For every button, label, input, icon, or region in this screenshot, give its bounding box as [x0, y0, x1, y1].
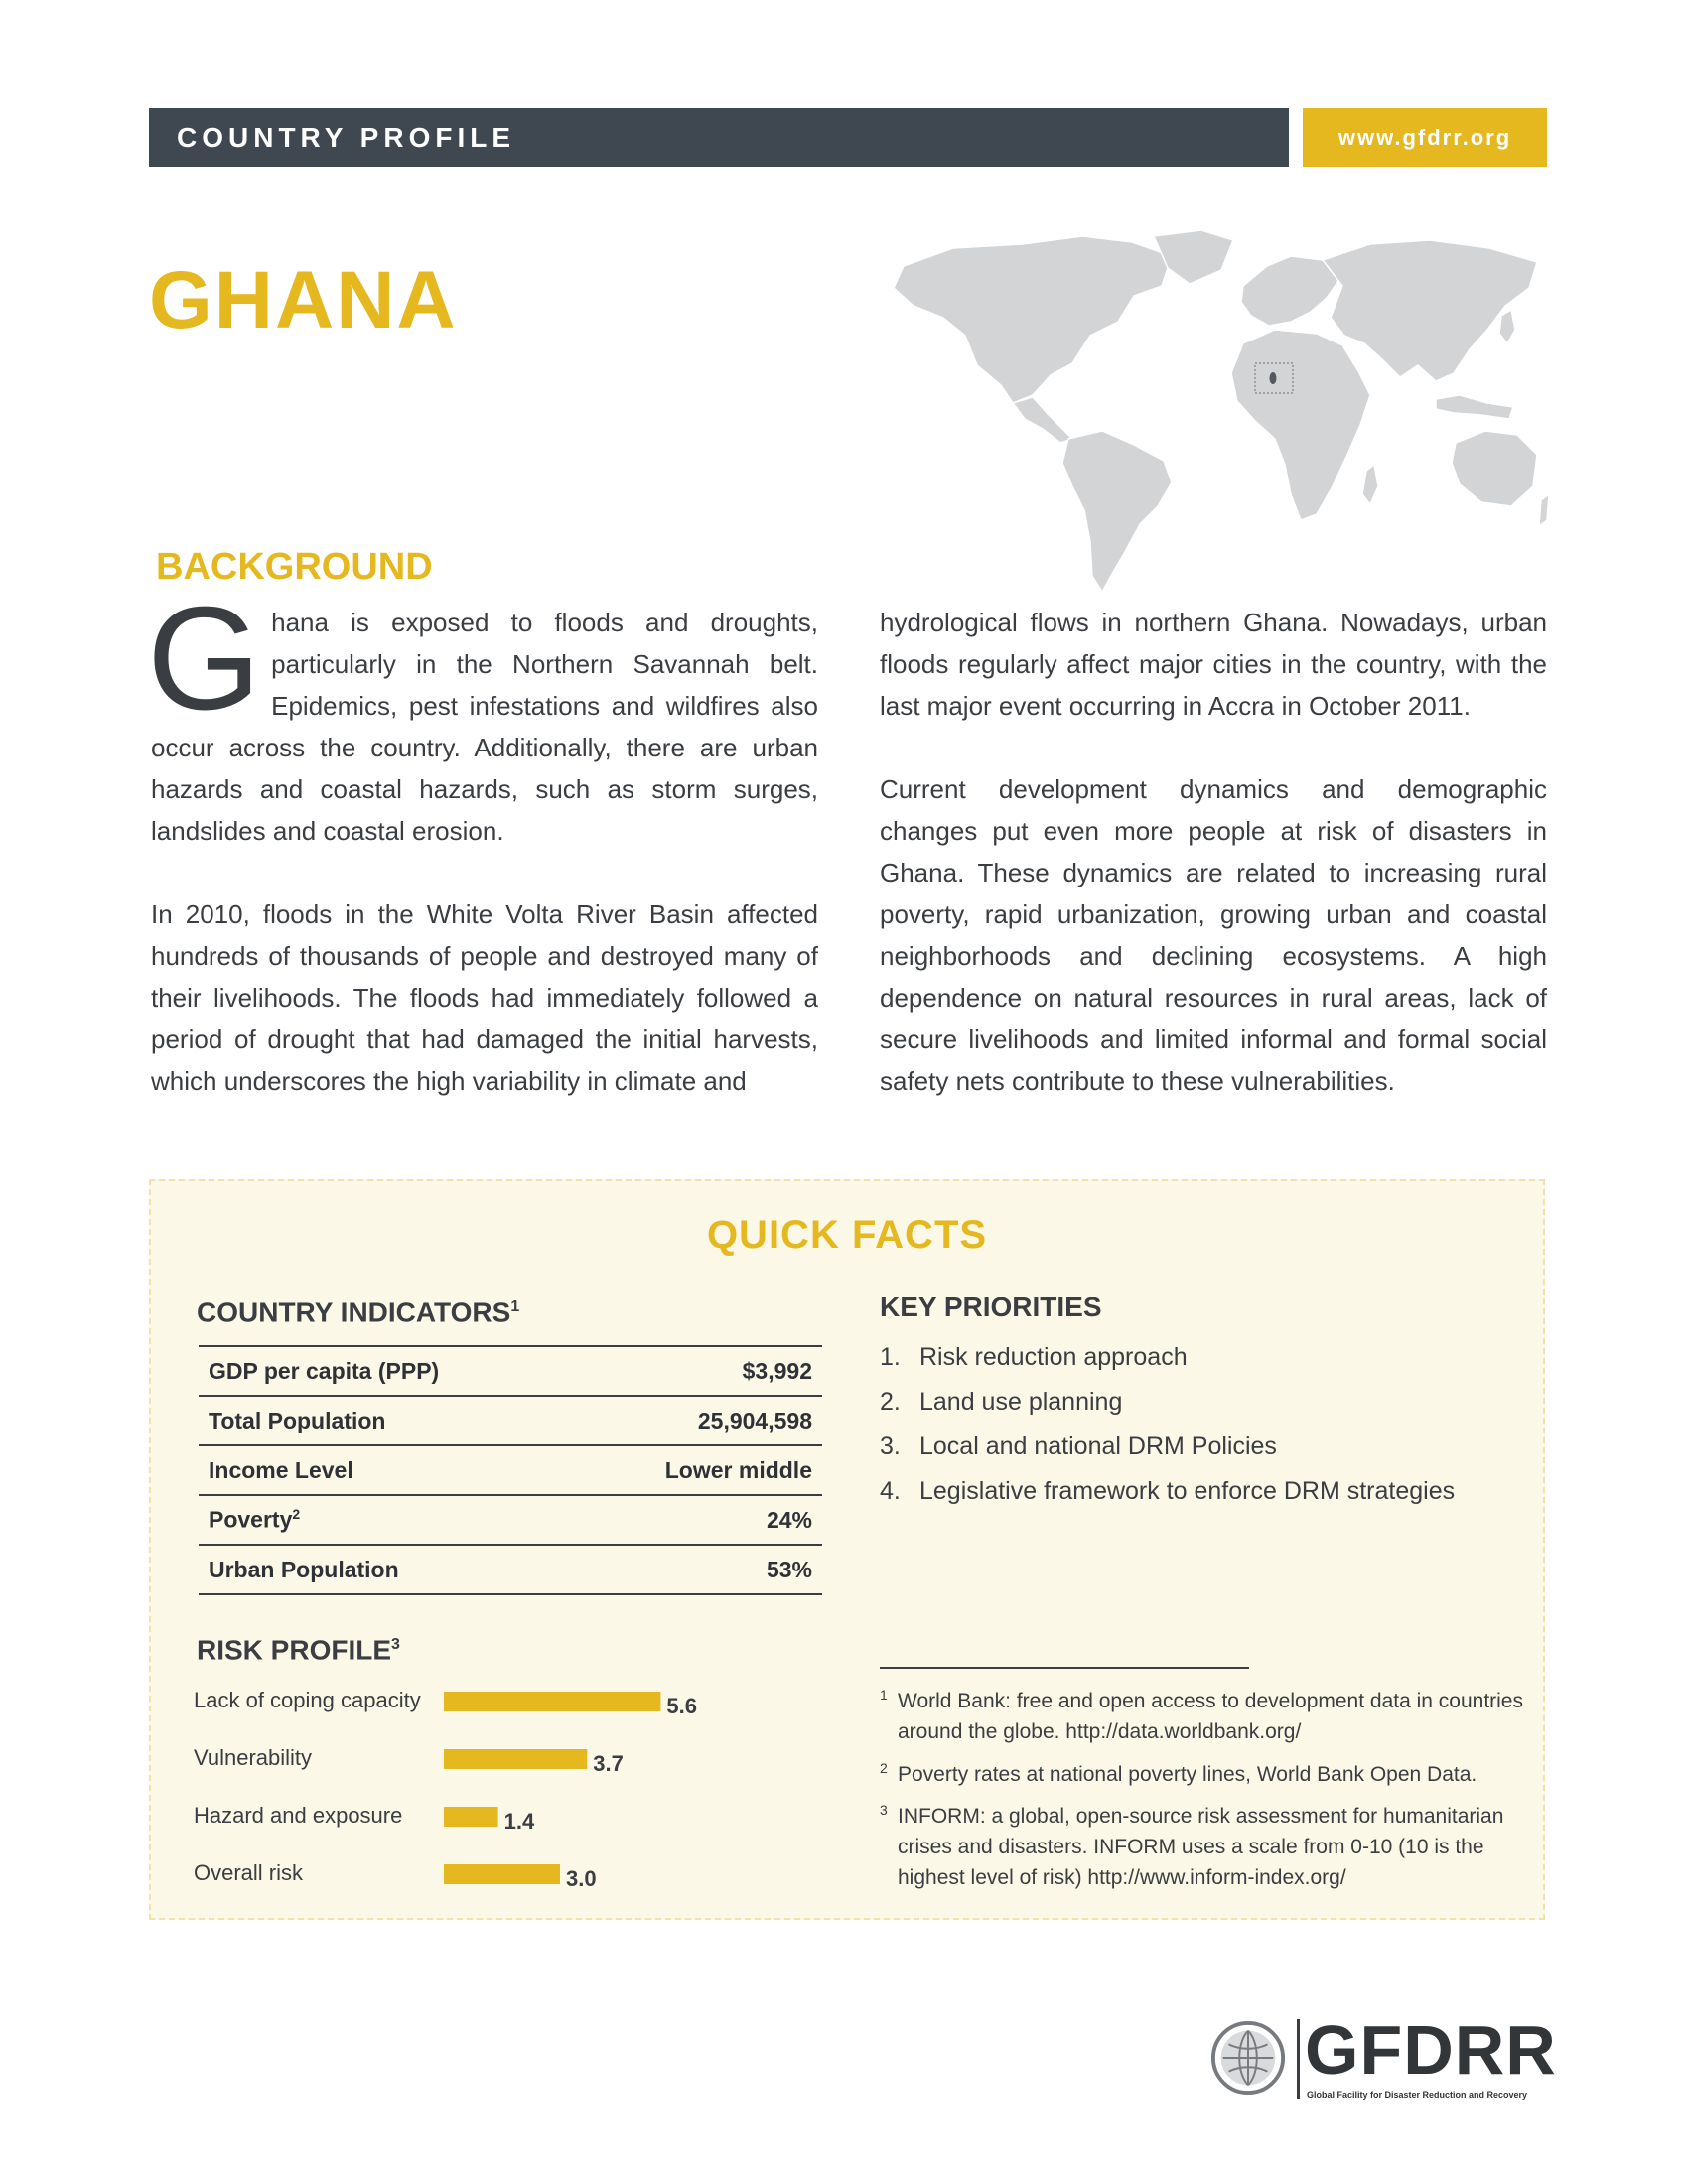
globe-icon [1209, 2019, 1287, 2097]
indicator-value: 25,904,598 [573, 1396, 822, 1445]
indicator-value: 53% [573, 1545, 822, 1594]
risk-bar [444, 1807, 498, 1827]
risk-category-label: Lack of coping capacity [194, 1688, 421, 1712]
map-north-america [894, 236, 1172, 403]
risk-value-label: 5.6 [666, 1694, 697, 1718]
risk-category-label: Overall risk [194, 1860, 304, 1885]
footnote-rule [880, 1667, 1249, 1669]
background-paragraph-1-text: hana is exposed to floods and droughts, particularly in the Northern Savannah belt. Epidemics, pest infestations and wildfires also occur across the country. Additionally, there are urban hazards and coastal hazards, such as storm surges, landslides and coastal erosion. [151, 608, 818, 846]
indicator-label: Income Level [199, 1445, 573, 1495]
ghana-highlight [1270, 372, 1277, 384]
key-priorities-heading: KEY PRIORITIES [880, 1292, 1102, 1322]
map-africa [1231, 330, 1370, 520]
table-row [199, 1545, 822, 1594]
country-indicators-heading [197, 1291, 519, 1329]
list-item: 1. Risk reduction approach [880, 1343, 1188, 1371]
indicator-label: Urban Population [199, 1545, 573, 1594]
table-row [199, 1495, 822, 1545]
gfdrr-logo-tagline: Global Facility for Disaster Reduction and Recovery [1307, 2090, 1528, 2100]
risk-value-label: 3.0 [566, 1866, 597, 1891]
table-row [199, 1396, 822, 1445]
background-paragraph-3: hydrological flows in northern Ghana. Nowadays, urban floods regularly affect major cities in the country, with the last major event occurring in Accra in October 2011. [880, 608, 1547, 721]
map-asia [1323, 240, 1537, 381]
dropcap-letter: G [147, 577, 262, 741]
header-label: COUNTRY PROFILE [177, 122, 516, 153]
risk-category-label: Vulnerability [194, 1745, 313, 1770]
background-right-column [880, 602, 1547, 1102]
table-row [199, 1445, 822, 1495]
indicator-value: $3,992 [573, 1346, 822, 1396]
background-heading: BACKGROUND [156, 546, 433, 588]
background-left-column [147, 577, 818, 1102]
indicator-label: GDP per capita (PPP) [199, 1346, 573, 1396]
footnote-1 [880, 1686, 1535, 1747]
risk-bar [444, 1692, 660, 1711]
footnote-text: World Bank: free and open access to development data in countries around the globe. http://data.worldbank.org/ [898, 1690, 1523, 1743]
map-new-zealand [1539, 494, 1549, 526]
list-item: 4. Legislative framework to enforce DRM strategies [880, 1477, 1456, 1505]
country-indicators-table [199, 1345, 822, 1595]
footnote-3 [880, 1801, 1535, 1893]
footnote-text: INFORM: a global, open-source risk assessment for humanitarian crises and disasters. INFORM uses a scale from 0-10 (10 is the highest level of risk) http://www.inform-index.org/ [898, 1805, 1504, 1889]
risk-profile-heading-text: RISK PROFILE [197, 1634, 392, 1666]
header-url-link[interactable]: www.gfdrr.org [1337, 125, 1512, 150]
risk-bar [444, 1749, 587, 1769]
map-australia [1452, 431, 1537, 506]
map-south-america [1062, 431, 1172, 592]
gfdrr-logo-text: GFDRR [1305, 2011, 1557, 2089]
indicator-value: 24% [573, 1495, 822, 1545]
indicator-label: Total Population [199, 1396, 573, 1445]
map-japan [1499, 310, 1515, 343]
indicator-footnote-mark: 2 [292, 1506, 301, 1523]
list-item: 2. Land use planning [880, 1388, 1123, 1416]
country-title: GHANA [149, 255, 458, 345]
map-indonesia [1436, 395, 1513, 419]
risk-profile-chart [194, 1678, 750, 1896]
indicator-value: Lower middle [573, 1445, 822, 1495]
risk-value-label: 1.4 [503, 1809, 535, 1834]
footnote-2 [880, 1759, 1535, 1790]
table-row [199, 1346, 822, 1396]
background-paragraph-2: In 2010, floods in the White Volta River Basin affected hundreds of thousands of people and destroyed many of their livelihoods. The floods had immediately followed a period of drought that had damaged the initial harvests, which underscores the high variability in climate and [151, 899, 818, 1096]
key-priorities-list [880, 1335, 1515, 1514]
footnote-mark: 1 [880, 1687, 888, 1703]
footnote-text: Poverty rates at national poverty lines, World Bank Open Data. [898, 1763, 1477, 1786]
country-indicators-heading-text: COUNTRY INDICATORS [197, 1297, 511, 1328]
list-item: 3. Local and national DRM Policies [880, 1433, 1277, 1460]
map-central-america [1013, 397, 1072, 443]
map-europe [1241, 256, 1340, 326]
risk-category-label: Hazard and exposure [194, 1803, 403, 1828]
risk-profile-footnote-mark: 3 [391, 1636, 400, 1653]
risk-profile-heading [197, 1628, 400, 1667]
risk-value-label: 3.7 [593, 1751, 624, 1776]
map-madagascar [1362, 465, 1378, 504]
background-paragraph-1 [147, 577, 818, 852]
footnote-mark: 2 [880, 1760, 888, 1776]
background-paragraph-4: Current development dynamics and demographic changes put even more people at risk of disasters in Ghana. These dynamics are related to increasing rural poverty, rapid urbanization, growing urban and coastal neighborhoods and declining ecosystems. A high dependence on natural resources in rural areas, lack of secure livelihoods and limited informal and formal social safety nets contribute to these vulnerabilities. [880, 774, 1547, 1096]
footnote-mark: 3 [880, 1802, 888, 1818]
country-indicators-footnote-mark: 1 [510, 1298, 520, 1315]
logo-separator [1297, 2019, 1300, 2099]
indicator-label: Poverty$^2$ [199, 1495, 573, 1545]
risk-bar [444, 1864, 560, 1884]
quick-facts-title: QUICK FACTS [706, 1213, 988, 1257]
world-map [874, 226, 1549, 596]
